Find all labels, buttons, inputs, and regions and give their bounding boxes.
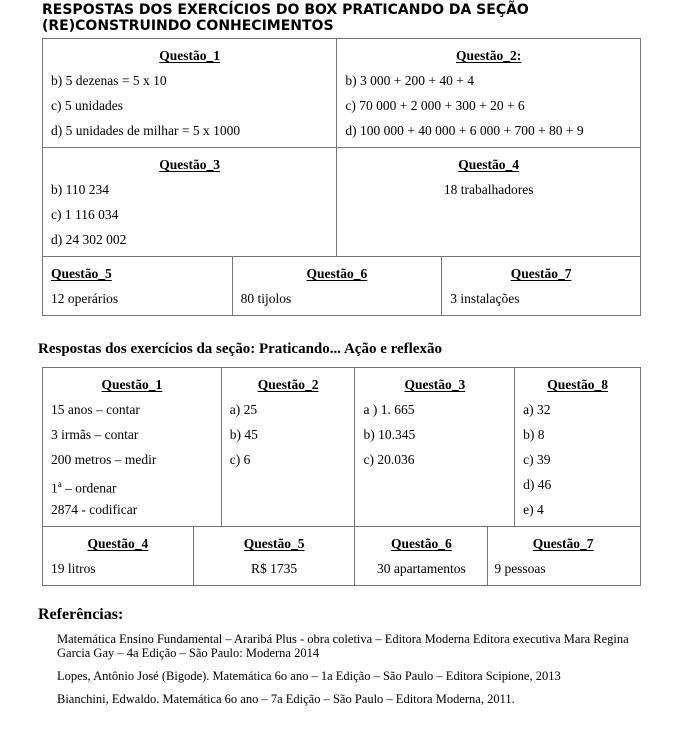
cell-q3 xyxy=(355,368,515,527)
cell-q7 xyxy=(442,257,641,316)
q2-title: Questão_2 xyxy=(257,377,319,392)
q6-title: Questão_6 xyxy=(306,266,368,281)
q1-item: b) 5 dezenas = 5 x 10 xyxy=(51,73,167,88)
reference-item: Lopes, Antônio José (Bigode). Matemática 6o ano – 1a Edição – São Paulo – Editora Scipione, 2013 xyxy=(57,669,561,683)
answers-table-1 xyxy=(42,38,641,316)
answers-table-2 xyxy=(42,367,641,586)
cell-q5 xyxy=(43,257,233,316)
q3-item: b) 10.345 xyxy=(363,427,416,442)
q2-title: Questão_2: xyxy=(456,48,522,63)
q4-title: Questão_4 xyxy=(458,157,520,172)
cell-q1 xyxy=(43,368,222,527)
q2-item: b) 3 000 + 200 + 40 + 4 xyxy=(345,73,474,88)
reference-item: Matemática Ensino Fundamental – Araribá Plus - obra coletiva – Editora Moderna Editora executiva Mara Regina Garcia Gay – 4a Edição – São Paulo: Moderna 2014 xyxy=(57,632,629,660)
q3-item: b) 110 234 xyxy=(51,182,109,197)
references-list xyxy=(57,632,647,715)
q4-answer: 18 trabalhadores xyxy=(443,182,534,197)
section-title: Respostas dos exercícios da seção: Praticando... Ação e reflexão xyxy=(38,341,442,357)
q1-item: 15 anos – contar xyxy=(51,402,140,417)
q3-title: Questão_3 xyxy=(159,157,221,172)
page-title: RESPOSTAS DOS EXERCÍCIOS DO BOX PRATICANDO DA SEÇÃO (RE)CONSTRUINDO CONHECIMENTOS xyxy=(42,2,529,34)
q3-title: Questão_3 xyxy=(404,377,466,392)
q6-answer: 80 tijolos xyxy=(240,291,292,306)
q7-answer: 3 instalações xyxy=(450,291,520,306)
q8-item: a) 32 xyxy=(523,402,551,417)
q5-answer: 12 operários xyxy=(51,291,119,306)
q1-item: c) 5 unidades xyxy=(51,98,123,113)
q1-title: Questão_1 xyxy=(101,377,163,392)
q1-item: 200 metros – medir xyxy=(51,452,157,467)
q3-item: d) 24 302 002 xyxy=(51,232,127,247)
q1-item: 2874 - codificar xyxy=(51,502,138,517)
cell-q3 xyxy=(43,148,337,257)
q5-title: Questão_5 xyxy=(243,536,305,551)
q2-item: c) 6 xyxy=(229,452,251,467)
q3-item: c) 20.036 xyxy=(363,452,415,467)
cell-q8 xyxy=(515,368,641,527)
cell-q5 xyxy=(193,527,355,586)
q5-title: Questão_5 xyxy=(51,266,112,281)
q7-title: Questão_7 xyxy=(510,266,572,281)
cell-q1 xyxy=(43,39,337,148)
q3-item: c) 1 116 034 xyxy=(51,207,119,222)
q2-item: b) 45 xyxy=(229,427,258,442)
q7-answer: 9 pessoas xyxy=(494,561,546,576)
q2-item: c) 70 000 + 2 000 + 300 + 20 + 6 xyxy=(345,98,525,113)
q1-item-text: – ordenar xyxy=(65,480,117,496)
q3-item: a ) 1. 665 xyxy=(363,402,415,417)
q1-item: 3 irmãs – contar xyxy=(51,427,139,442)
reference-item: Bianchini, Edwaldo. Matemática 6o ano – 7a Edição – São Paulo – Editora Moderna, 2011. xyxy=(57,692,515,706)
cell-q4 xyxy=(43,527,194,586)
q5-answer: R$ 1735 xyxy=(251,561,298,576)
cell-q6 xyxy=(232,257,442,316)
q8-item: c) 39 xyxy=(523,452,551,467)
cell-q4 xyxy=(337,148,641,257)
q1-title: Questão_1 xyxy=(159,48,221,63)
ordinal-number: 1 xyxy=(51,480,58,496)
q7-title: Questão_7 xyxy=(532,536,594,551)
q8-item: d) 46 xyxy=(523,477,552,492)
q6-title: Questão_6 xyxy=(391,536,452,551)
q8-item: b) 8 xyxy=(523,427,545,442)
q1-item xyxy=(51,472,213,497)
q8-title: Questão_8 xyxy=(547,377,608,392)
q2-item: d) 100 000 + 40 000 + 6 000 + 700 + 80 + 9 xyxy=(345,123,584,138)
q4-title: Questão_4 xyxy=(87,536,149,551)
q8-item: e) 4 xyxy=(523,502,544,517)
cell-q2 xyxy=(221,368,355,527)
cell-q6 xyxy=(355,527,488,586)
ordinal-suffix: a xyxy=(57,479,62,489)
q2-item: a) 25 xyxy=(229,402,258,417)
q6-answer: 30 apartamentos xyxy=(376,561,466,576)
q4-answer: 19 litros xyxy=(51,561,96,576)
cell-q7 xyxy=(488,527,641,586)
q1-item: d) 5 unidades de milhar = 5 x 1000 xyxy=(51,123,241,138)
references-heading: Referências: xyxy=(38,606,124,623)
cell-q2 xyxy=(337,39,641,148)
